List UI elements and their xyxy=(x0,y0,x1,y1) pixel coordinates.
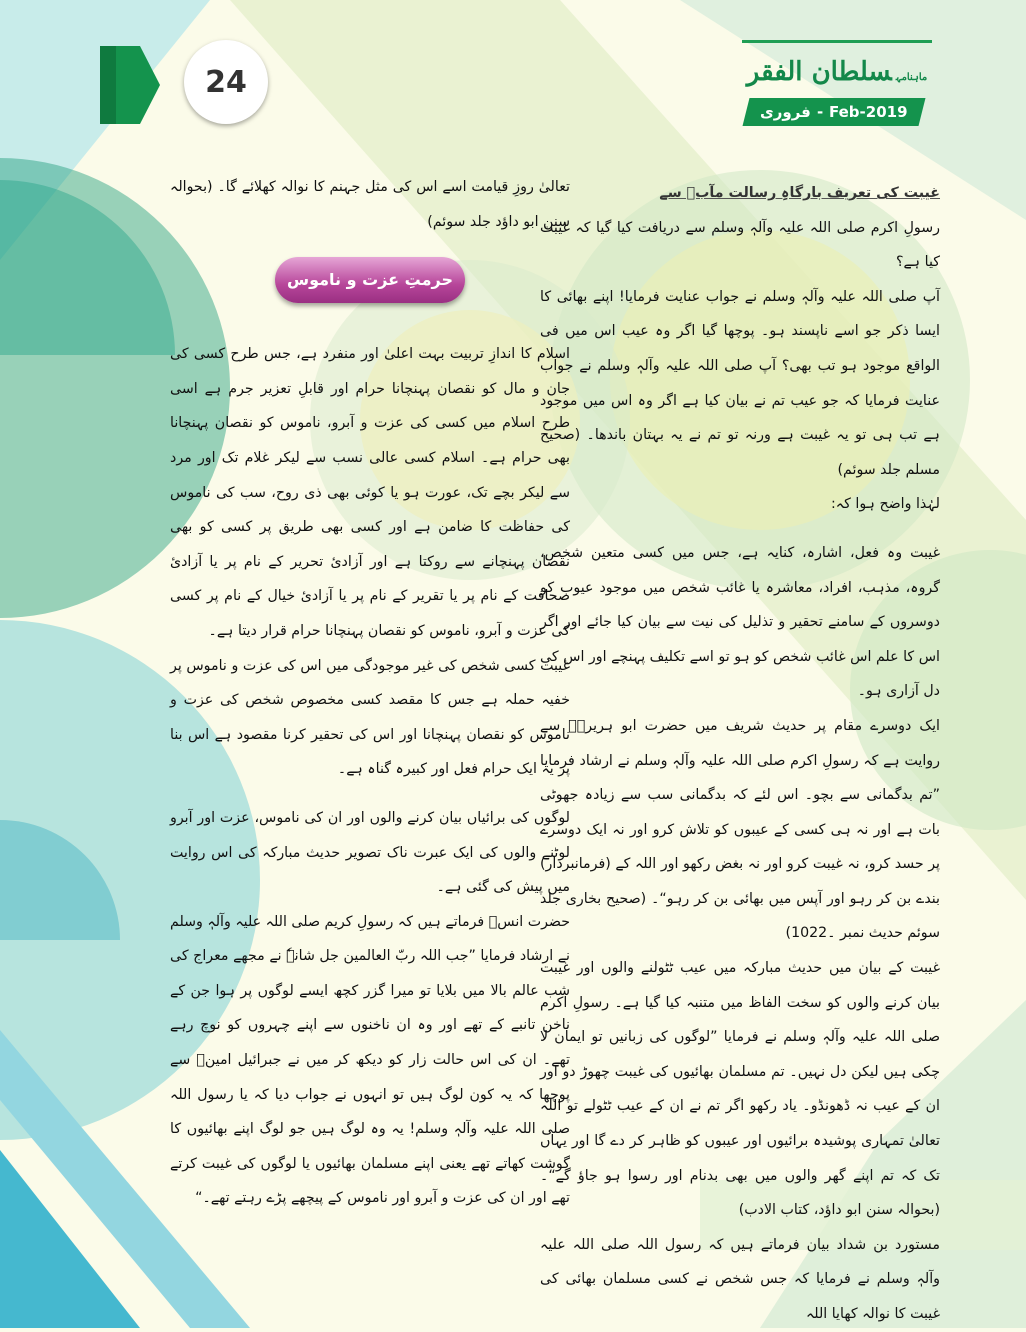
chevron-badge-icon xyxy=(100,46,160,124)
masthead-title-bar xyxy=(742,40,932,101)
masthead xyxy=(742,40,932,128)
issue-date-english: Feb-2019 xyxy=(829,103,908,121)
paragraph: حضرت انسؓ فرماتے ہیں کہ رسولِ کریم صلی اللہ علیہ وآلہٖ وسلم نے ارشاد فرمایا ”جب اللہ ربّ العالمین جل شانہٗ نے مجھے معراج کی شب عالم بالا میں بلایا تو میرا گزر کچھ ایسے لوگوں پر ہوا جن کے ناخن تانبے کے تھے اور وہ ان ناخنوں سے اپنے چہروں کو نوچ رہے تھے۔ ان کی اس حالت زار کو دیکھ کر میں نے جبرائیل امینؑ سے پوچھا کہ یہ کون لوگ ہیں تو انہوں نے جواب دیا کہ یا رسول اللہ صلی اللہ علیہ وآلہٖ وسلم! یہ وہ لوگ ہیں جو لوگ اپنے بھائیوں کا گوشت کھاتے تھے یعنی اپنے مسلمان بھائیوں یا لوگوں کی غیبت کرتے تھے اور ان کی عزت و آبرو اور ناموس کے پیچھے پڑے رہتے تھے۔“ xyxy=(170,913,570,1207)
issue-date-bar xyxy=(743,98,926,126)
spacer xyxy=(170,787,570,801)
paragraph: ایک دوسرے مقام پر حدیث شریف میں حضرت ابو ہریرہؓ سے روایت ہے کہ رسولِ اکرم صلی اللہ علیہ وآلہٖ وسلم نے ارشاد فرمایا ”تم بدگمانی سے بچو۔ اس لئے کہ بدگمانی سب سے زیادہ جھوٹی بات ہے اور نہ ہی کسی کے عیبوں کو تلاش کرو اور نہ ایک دوسرے پر حسد کرو، نہ غیبت کرو اور نہ بغض رکھو اور اللہ کے (فرمانبردار) بندے بن کر رہو اور آپس میں بھائی بن کر رہو“۔ (صحیح بخاری جلد سوئم حدیث نمبر ۔1022) xyxy=(540,717,940,942)
left-column xyxy=(170,170,570,1216)
paragraph: غیبت کے بیان میں حدیث مبارکہ میں عیب ٹٹولنے والوں اور غیبت بیان کرنے والوں کو سخت الفاظ میں متنبہ کیا گیا ہے۔ رسولِ اکرم صلی اللہ علیہ وآلہٖ وسلم نے فرمایا ”لوگوں کی زبانیں تو ایمان لا چکی ہیں لیکن دل نہیں۔ تم مسلمان بھائیوں کی غیبت چھوڑ دو اور ان کے عیب نہ ڈھونڈو۔ یاد رکھو اگر تم نے ان کے عیب ٹٹولے تو اللہ تعالیٰ تمہاری پوشیدہ برائیوں اور عیبوں کو ظاہر کر دے گا اور یہاں تک کہ تم اپنے گھر والوں میں بھی بدنام اور رسوا ہو جاؤ گے“۔ (بحوالہ سنن ابو داؤد، کتاب الادب) xyxy=(540,960,940,1219)
paragraph: تعالیٰ روزِ قیامت اسے اس کی مثل جہنم کا نوالہ کھلائے گا۔ (بحوالہ سنن ابو داؤد جلد سوئم) xyxy=(170,179,570,230)
date-separator: - xyxy=(817,103,824,121)
magazine-title xyxy=(747,57,928,87)
paragraph: آپ صلی اللہ علیہ وآلہٖ وسلم نے جواب عنایت فرمایا! اپنے بھائی کا ایسا ذکر جو اسے ناپسند ہو۔ پوچھا گیا اگر وہ عیب اس میں فی الواقع موجود ہو تب بھی؟ آپ صلی اللہ علیہ وآلہٖ وسلم نے جواب عنایت فرمایا کہ جو عیب تم نے بیان کیا ہے اگر وہ اس میں موجود ہے تب ہی تو یہ غیبت ہے ورنہ تو تم نے یہ بہتان باندھا۔ (صحیح مسلم جلد سوئم) xyxy=(540,288,940,478)
paragraph: رسولِ اکرم صلی اللہ علیہ وآلہٖ وسلم سے دریافت کیا گیا کہ غیبت کیا ہے؟ xyxy=(540,219,940,271)
paragraph: لہٰذا واضح ہوا کہ: xyxy=(831,496,940,513)
paragraph: غیبت کسی شخص کی غیر موجودگی میں اس کی عزت و ناموس پر خفیہ حملہ ہے جس کا مقصد کسی مخصوص شخص کی عزت و ناموس کو نقصان پہنچانا اور اس کی تحقیر کرنا مقصود ہے اس بنا پر یہ ایک حرام فعل اور کبیرہ گناہ ہے۔ xyxy=(170,657,570,778)
paragraph: اسلام کا اندازِ تربیت بہت اعلیٰ اور منفرد ہے، جس طرح کسی کی جان و مال کو نقصان پہنچانا حرام اور قابلِ تعزیر جرم ہے اسی طرح اسلام میں کسی کی عزت و آبرو، ناموس کو نقصان پہنچانا بھی حرام ہے۔ اسلام کسی عالی نسب سے لیکر غلام تک اور مرد سے لیکر بچے تک، عورت ہو یا کوئی بھی ذی روح، سب کی ناموس کی حفاظت کا ضامن ہے اور کسی بھی طریق پر کسی کو بھی نقصان پہنچانے سے روکتا ہے اور آزادیٔ تحریر کے نام پر یا آزادیٔ صحافت کے نام پر یا تقریر کے نام پر یا آزادیٔ خیال کے نام پر کسی کی عزت و آبرو، ناموس کو نقصان پہنچانا حرام قرار دیتا ہے۔ xyxy=(170,346,570,639)
issue-date-urdu: فروری xyxy=(760,103,812,121)
section-heading-ghibat-definition: غیبت کی تعریف بارگاہِ رسالت مآبؐ سے xyxy=(659,185,940,201)
section-title-pill: حرمتِ عزت و ناموس xyxy=(275,257,465,303)
paragraph: لوگوں کی برائیاں بیان کرنے والوں اور ان کی ناموس، عزت اور آبرو لوٹنے والوں کی ایک عبرت ناک تصویر حدیث مبارکہ کی اس روایت میں پیش کی گئی ہے۔ xyxy=(170,809,570,896)
magazine-prefix: ماہنامہ xyxy=(895,72,928,83)
spacer xyxy=(540,522,940,536)
paragraph: غیبت وہ فعل، اشارہ، کنایہ ہے، جس میں کسی متعین شخص، گروہ، مذہب، افراد، معاشرہ یا غائب شخص میں موجود عیوب کو دوسروں کے سامنے تحقیر و تذلیل کی نیت سے بیان کیا جائے اور اگر اس کا علم اس غائب شخص کو ہو تو اسے تکلیف پہنچے اور اس کی دل آزاری ہو۔ xyxy=(540,544,940,700)
paragraph: مستورد بن شداد بیان فرماتے ہیں کہ رسول اللہ صلی اللہ علیہ وآلہٖ وسلم نے فرمایا کہ جس شخص نے کسی مسلمان بھائی کی غیبت کا نوالہ کھایا اللہ xyxy=(540,1236,940,1322)
page-number: 24 xyxy=(184,40,268,124)
magazine-name: سلطان الفقر xyxy=(746,57,892,87)
right-column xyxy=(540,176,940,1332)
